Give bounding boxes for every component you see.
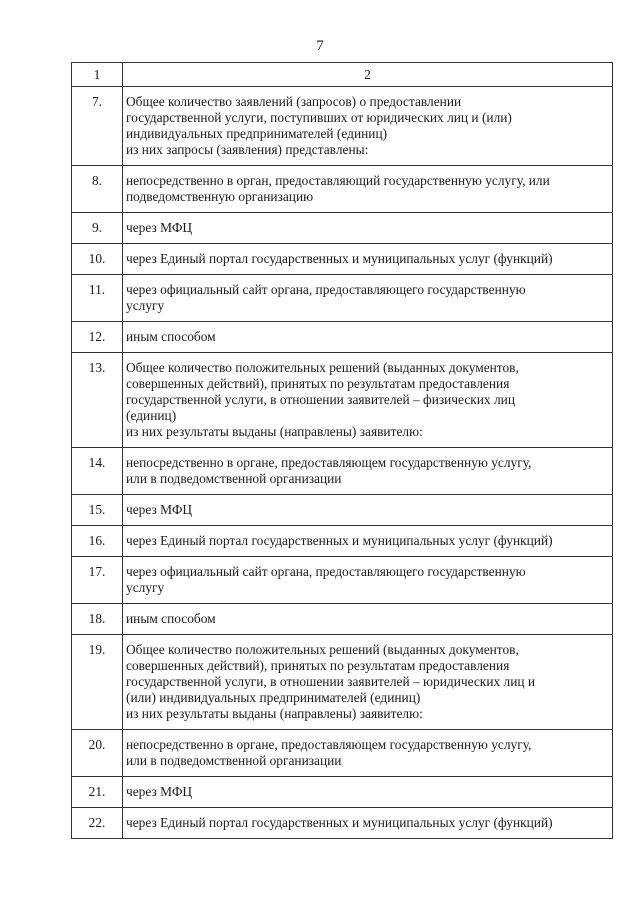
row-text-line: через официальный сайт органа, предоставляющего государственную bbox=[126, 564, 526, 579]
row-number: 9. bbox=[72, 213, 123, 244]
row-number: 17. bbox=[72, 557, 123, 604]
row-text-line: услугу bbox=[126, 298, 165, 313]
table-row bbox=[72, 322, 613, 353]
table-header bbox=[72, 63, 613, 87]
row-text bbox=[123, 526, 613, 557]
row-text-line: подведомственную организацию bbox=[126, 189, 314, 204]
table-row bbox=[72, 244, 613, 275]
row-number: 15. bbox=[72, 495, 123, 526]
row-number: 20. bbox=[72, 730, 123, 777]
row-text bbox=[123, 353, 613, 448]
row-number: 13. bbox=[72, 353, 123, 448]
row-text-line: государственной услуги, в отношении заявителей – физических лиц bbox=[126, 392, 515, 407]
row-number: 8. bbox=[72, 166, 123, 213]
row-text-line: непосредственно в орган, предоставляющий государственную услугу, или bbox=[126, 173, 550, 188]
row-text-line: непосредственно в органе, предоставляющем государственную услугу, bbox=[126, 455, 532, 470]
row-text-line: через официальный сайт органа, предоставляющего государственную bbox=[126, 282, 526, 297]
row-text-line: (или) индивидуальных предпринимателей (единиц) bbox=[126, 690, 421, 705]
table-row bbox=[72, 635, 613, 730]
table-row bbox=[72, 777, 613, 808]
row-text bbox=[123, 777, 613, 808]
row-text-line: из них результаты выданы (направлены) заявителю: bbox=[126, 424, 423, 439]
row-text-line: услугу bbox=[126, 580, 165, 595]
row-text bbox=[123, 448, 613, 495]
row-text-line: через Единый портал государственных и муниципальных услуг (функций) bbox=[126, 815, 553, 830]
row-text-line: иным способом bbox=[126, 611, 216, 626]
row-text-line: государственной услуги, в отношении заявителей – юридических лиц и bbox=[126, 674, 536, 689]
row-text bbox=[123, 244, 613, 275]
row-text-line: через МФЦ bbox=[126, 784, 193, 799]
row-text-line: из них результаты выданы (направлены) заявителю: bbox=[126, 706, 423, 721]
row-text bbox=[123, 808, 613, 839]
table-body bbox=[72, 87, 613, 839]
row-text bbox=[123, 275, 613, 322]
row-text-line: Общее количество положительных решений (выданных документов, bbox=[126, 360, 519, 375]
header-cell-number: 1 bbox=[72, 63, 123, 87]
row-text bbox=[123, 166, 613, 213]
row-text-line: или в подведомственной организации bbox=[126, 753, 342, 768]
statistics-table bbox=[71, 62, 613, 839]
table-row bbox=[72, 604, 613, 635]
row-number: 7. bbox=[72, 87, 123, 166]
table-row bbox=[72, 526, 613, 557]
row-number: 22. bbox=[72, 808, 123, 839]
row-number: 19. bbox=[72, 635, 123, 730]
row-text bbox=[123, 87, 613, 166]
header-cell-text: 2 bbox=[123, 63, 613, 87]
row-text bbox=[123, 495, 613, 526]
table-row bbox=[72, 730, 613, 777]
table-row bbox=[72, 557, 613, 604]
table-row bbox=[72, 353, 613, 448]
row-text-line: Общее количество заявлений (запросов) о предоставлении bbox=[126, 94, 462, 109]
row-text bbox=[123, 557, 613, 604]
table-row bbox=[72, 448, 613, 495]
row-text-line: индивидуальных предпринимателей (единиц) bbox=[126, 126, 388, 141]
row-number: 12. bbox=[72, 322, 123, 353]
row-text-line: через МФЦ bbox=[126, 502, 193, 517]
row-text-line: Общее количество положительных решений (выданных документов, bbox=[126, 642, 519, 657]
row-text bbox=[123, 213, 613, 244]
table-row bbox=[72, 495, 613, 526]
table-row bbox=[72, 166, 613, 213]
row-number: 10. bbox=[72, 244, 123, 275]
row-text bbox=[123, 604, 613, 635]
row-text-line: иным способом bbox=[126, 329, 216, 344]
page-number: 7 bbox=[316, 38, 324, 54]
row-number: 21. bbox=[72, 777, 123, 808]
row-text-line: непосредственно в органе, предоставляющем государственную услугу, bbox=[126, 737, 532, 752]
row-text bbox=[123, 322, 613, 353]
row-text-line: из них запросы (заявления) представлены: bbox=[126, 142, 369, 157]
row-text-line: (единиц) bbox=[126, 408, 177, 423]
row-number: 14. bbox=[72, 448, 123, 495]
row-text-line: государственной услуги, поступивших от юридических лиц и (или) bbox=[126, 110, 512, 125]
row-text-line: через МФЦ bbox=[126, 220, 193, 235]
table-row bbox=[72, 87, 613, 166]
table-row bbox=[72, 213, 613, 244]
row-text-line: через Единый портал государственных и муниципальных услуг (функций) bbox=[126, 251, 553, 266]
row-number: 18. bbox=[72, 604, 123, 635]
row-text bbox=[123, 635, 613, 730]
row-text bbox=[123, 730, 613, 777]
table-row bbox=[72, 808, 613, 839]
row-number: 16. bbox=[72, 526, 123, 557]
header-row bbox=[72, 63, 613, 87]
row-text-line: или в подведомственной организации bbox=[126, 471, 342, 486]
row-text-line: через Единый портал государственных и муниципальных услуг (функций) bbox=[126, 533, 553, 548]
row-text-line: совершенных действий), принятых по результатам предоставления bbox=[126, 658, 510, 673]
row-number: 11. bbox=[72, 275, 123, 322]
row-text-line: совершенных действий), принятых по результатам предоставления bbox=[126, 376, 510, 391]
table-row bbox=[72, 275, 613, 322]
